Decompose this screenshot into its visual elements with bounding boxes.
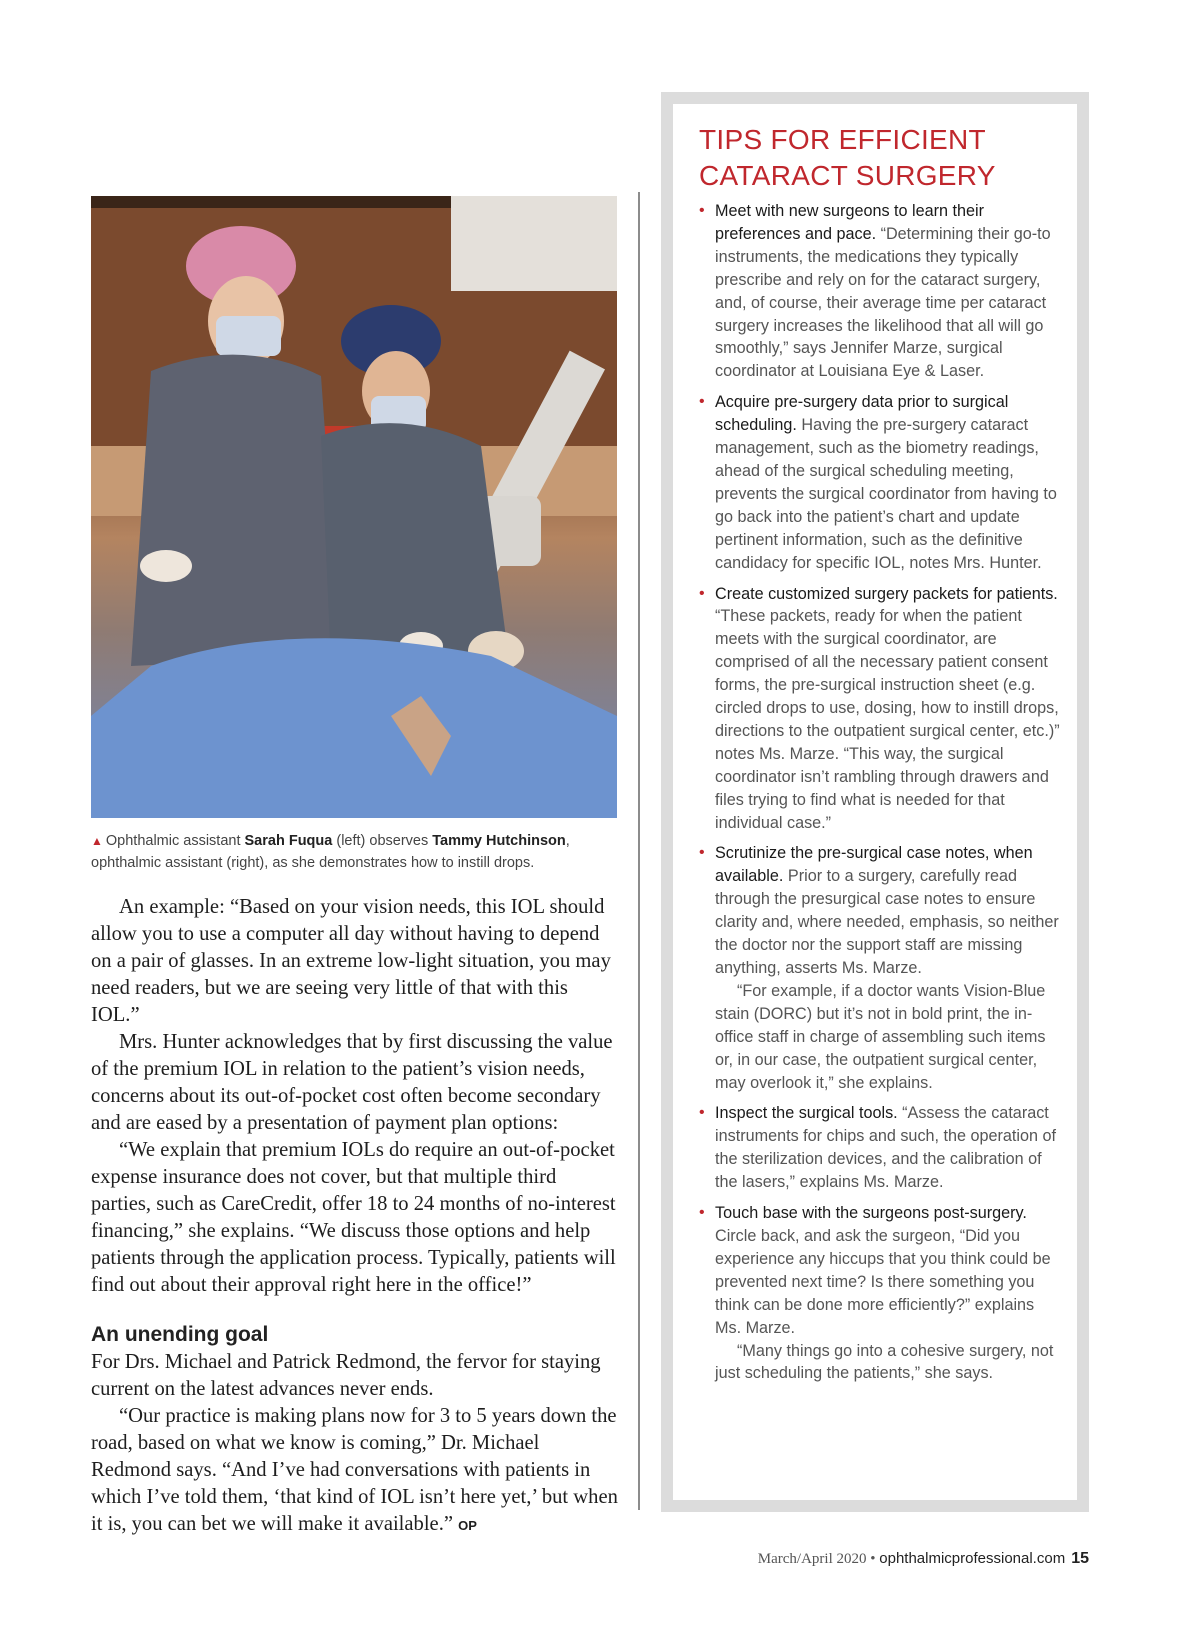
caption-name-1: Sarah Fuqua [244,833,333,849]
body-paragraph-4: For Drs. Michael and Patrick Redmond, the fervor for staying current on the latest advances never ends. [91,1351,601,1400]
bullet-icon: • [699,1204,705,1222]
bullet-icon: • [699,393,705,411]
tip-text: “Determining their go-to instruments, the medications they typically prescribe and rely on for the cataract surgery, and, of course, their average time per cataract surgery increases the likelihood that all will go smoothly,” says Jennifer Marze, surgical coordinator at Louisiana Eye & Laser. [715,224,1051,381]
sidebar-title-line-2: CATARACT SURGERY [699,160,996,191]
surgery-photo [91,196,617,818]
page-number: 15 [1071,1550,1089,1567]
tip-text: Having the pre-surgery cataract management, such as the biometry readings, ahead of the surgical scheduling meeting, prevents the surgical coordinator from having to go back into the patient’s chart and update pertinent information, such as the definitive candidacy for specific IOL, notes Mrs. Hunter. [715,416,1057,572]
sidebar-title-line-1: TIPS FOR EFFICIENT [699,124,986,155]
tip-lead: Acquire pre-surgery data prior to surgical scheduling. [715,393,1009,435]
bullet-icon: • [699,202,705,219]
page-footer [758,1550,1089,1568]
tip-item [699,200,1061,383]
tip-follow-paragraph: “Many things go into a cohesive surgery, not just scheduling the patients,” she says. [715,1341,1054,1383]
tip-item [699,391,1061,574]
tip-item [699,583,1061,835]
tip-item [699,842,1061,1094]
end-mark: OP [458,1518,477,1533]
tip-text: “Assess the cataract instruments for chips and such, the operation of the sterilization devices, and the calibration of the lasers,” explains Ms. Marze. [715,1104,1057,1192]
tip-lead: Create customized surgery packets for patients. [715,584,1058,603]
tip-item [699,1102,1061,1194]
bullet-icon: • [699,844,705,862]
tip-text: Circle back, and ask the surgeon, “Did you experience any hiccups that you think could be prevented next time? Is there something you think can be done more efficiently?” explains Ms. Marze. [715,1226,1051,1337]
tip-lead: Inspect the surgical tools. [715,1104,898,1123]
column-divider [638,192,640,1510]
body-paragraph-2: Mrs. Hunter acknowledges that by first discussing the value of the premium IOL in relation to the patient’s vision needs, concerns about its out-of-pocket cost often become secondary and are eased by a presentation of payment plan options: [91,1031,613,1134]
photo-caption [91,830,621,874]
bullet-icon: • [699,1104,705,1122]
section-heading: An unending goal [91,1323,269,1346]
tips-list [699,200,1061,1393]
tip-lead: Meet with new surgeons to learn their preferences and pace. [715,202,985,243]
tip-text: “These packets, ready for when the patient meets with the surgical coordinator, are comprised of all the necessary patient consent forms, the pre-surgical instruction sheet (e.g. circled drops to use, dosing, how to instill drops, directions to the outpatient surgical center, etc.)” notes Ms. Marze. “This way, the surgical coordinator isn’t rambling through drawers and files trying to find what is needed for that individual case.” [715,607,1060,832]
caption-mid: (left) observes [332,833,433,849]
tip-text: Prior to a surgery, carefully read through the presurgical case notes to ensure clarity and, where needed, emphasis, so neither the doctor nor the support staff are missing anything, asserts Ms. Marze. [715,867,1059,977]
tip-item [699,1202,1061,1385]
body-paragraph-5-text: “Our practice is making plans now for 3 to 5 years down the road, based on what we know is coming,” Dr. Michael Redmond says. “And I’ve had conversations with patients in which I’ve told them, ‘that kind of IOL isn’t here yet,’ but when it is, you can bet we will make it available.” [91,1405,618,1535]
caption-name-2: Tammy Hutchinson [432,833,566,849]
footer-date: March/April 2020 [757,1551,867,1567]
caption-triangle-icon: ▲ [91,834,103,848]
tip-follow-paragraph: “For example, if a doctor wants Vision-Blue stain (DORC) but it’s not in bold print, the in-office staff in charge of assembling such items or, in our case, the outpatient surgical center, may overlook it,” she explains. [715,981,1046,1092]
sidebar-title [699,122,1069,194]
body-paragraph-5 [91,1403,621,1539]
tip-lead: Scrutinize the pre-surgical case notes, when available. [715,844,1033,886]
article-body [91,894,621,1539]
caption-pre: Ophthalmic assistant [105,833,245,849]
footer-separator: • [866,1551,880,1567]
caption-post: , ophthalmic assistant (right), as she demonstrates how to instill drops. [91,833,570,871]
bullet-icon: • [699,584,705,602]
body-paragraph-3: “We explain that premium IOLs do require an out-of-pocket expense insurance does not cover, but that multiple third parties, such as CareCredit, offer 18 to 24 months of no-interest financing,” she explains. “We discuss those options and help patients through the application process. Typically, patients will find out about their approval right here in the office!” [91,1139,616,1296]
tip-lead: Touch base with the surgeons post-surgery. [715,1204,1027,1223]
surgery-photo-illustration [91,196,617,818]
body-paragraph-1: An example: “Based on your vision needs, this IOL should allow you to use a computer all day without having to depend on a pair of glasses. In an extreme low-light situation, you may need readers, but we are seeing very little of that with this IOL.” [91,896,611,1026]
footer-site: ophthalmicprofessional.com [879,1550,1066,1567]
